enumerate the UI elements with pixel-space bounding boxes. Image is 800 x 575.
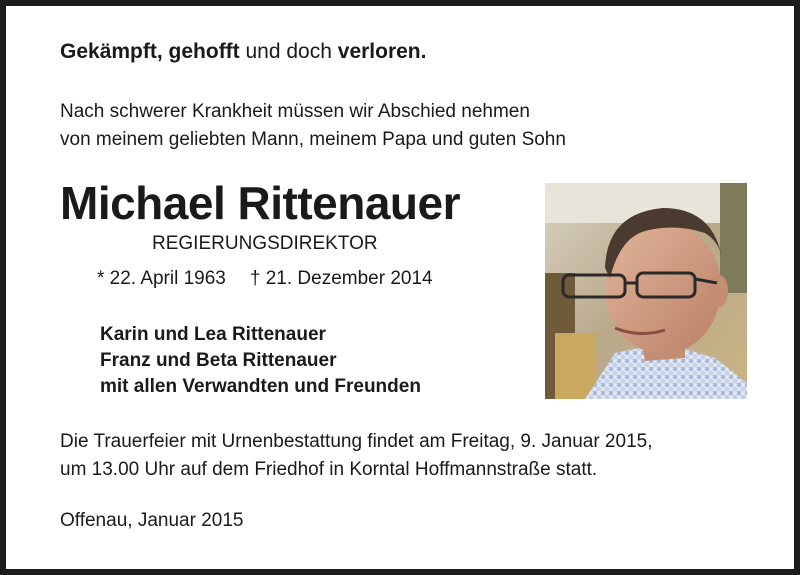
life-dates [97, 268, 433, 290]
intro-line-2: von meinem geliebten Mann, meinem Papa und guten Sohn [60, 129, 566, 150]
deceased-title: REGIERUNGSDIREKTOR [152, 233, 378, 254]
intro-text [60, 98, 566, 154]
place-date: Offenau, Januar 2015 [60, 510, 244, 531]
birth-date: * 22. April 1963 [97, 268, 226, 289]
mourner-line: mit allen Verwandten und Freunden [100, 376, 421, 397]
headline-normal: und doch [239, 40, 338, 63]
headline-bold-2: verloren. [337, 40, 427, 63]
mourners-list [100, 322, 421, 400]
deceased-name: Michael Rittenauer [60, 177, 460, 229]
portrait-photo [545, 183, 747, 399]
death-date: † 21. Dezember 2014 [249, 268, 433, 289]
mourner-line: Karin und Lea Rittenauer [100, 324, 326, 345]
ceremony-line-1: Die Trauerfeier mit Urnenbestattung findet am Freitag, 9. Januar 2015, [60, 431, 653, 452]
headline [60, 40, 426, 64]
intro-line-1: Nach schwerer Krankheit müssen wir Abschied nehmen [60, 101, 530, 122]
ceremony-line-2: um 13.00 Uhr auf dem Friedhof in Korntal Hoffmannstraße statt. [60, 459, 598, 480]
ceremony-info [60, 428, 652, 484]
headline-bold-1: Gekämpft, gehofft [60, 40, 240, 63]
mourner-line: Franz und Beta Rittenauer [100, 350, 337, 371]
